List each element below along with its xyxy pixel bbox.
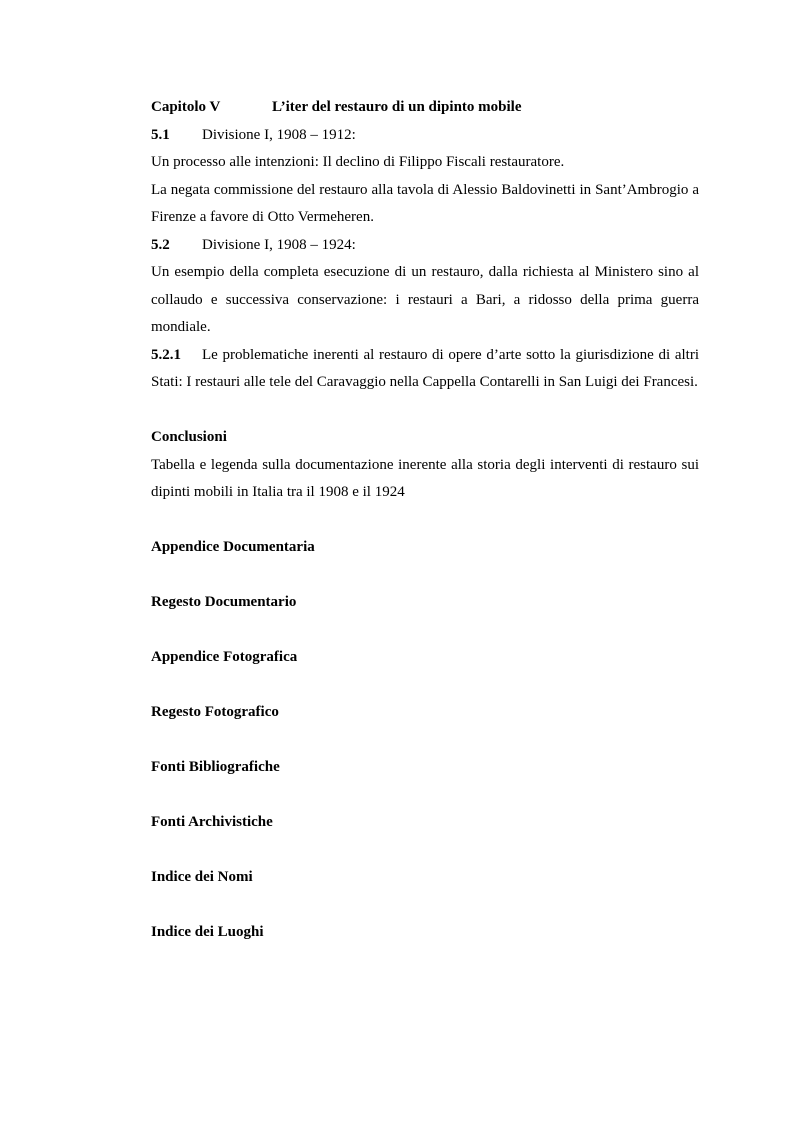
subsection-5-2-1 [151, 342, 699, 397]
spacer [151, 562, 699, 590]
chapter-number: Capitolo V [151, 99, 221, 115]
spacer [151, 672, 699, 700]
spacer [151, 727, 699, 755]
section-title: Divisione I, 1908 – 1924: [202, 236, 356, 253]
section-number: 5.2 [151, 236, 170, 253]
spacer [151, 397, 699, 425]
section-paragraph: Un processo alle intenzioni: Il declino di Filippo Fiscali restauratore. [151, 154, 565, 170]
appendix-item: Regesto Documentario [151, 594, 297, 610]
spacer [151, 782, 699, 810]
spacer [151, 892, 699, 920]
appendix-item: Indice dei Luoghi [151, 924, 264, 940]
section-number: 5.1 [151, 126, 170, 143]
section-heading-5-1 [151, 122, 699, 150]
section-title: Divisione I, 1908 – 1912: [202, 126, 356, 143]
table-of-contents-page [151, 94, 699, 947]
appendix-item: Fonti Archivistiche [151, 814, 273, 830]
appendix-item: Appendice Documentaria [151, 539, 315, 555]
appendix-item: Fonti Bibliografiche [151, 759, 280, 775]
subsection-text: Le problematiche inerenti al restauro di opere d’arte sotto la giurisdizione di altri Stati: I restauri alle tele del Caravaggio nella Cappella Contarelli in San Luigi dei Francesi. [151, 346, 699, 390]
chapter-heading [151, 94, 699, 122]
appendix-item: Indice dei Nomi [151, 869, 253, 885]
conclusions-text: Tabella e legenda sulla documentazione inerente alla storia degli interventi di restauro sui dipinti mobili in Italia tra il 1908 e il 1924 [151, 456, 699, 500]
spacer [151, 837, 699, 865]
appendix-item: Appendice Fotografica [151, 649, 298, 665]
subsection-number: 5.2.1 [151, 346, 181, 363]
conclusions-heading: Conclusioni [151, 429, 227, 445]
spacer [151, 507, 699, 535]
chapter-title: L’iter del restauro di un dipinto mobile [272, 99, 522, 115]
spacer [151, 617, 699, 645]
section-paragraph: La negata commissione del restauro alla tavola di Alessio Baldovinetti in Sant’Ambrogio a Firenze a favore di Otto Vermeheren. [151, 181, 699, 225]
appendix-item: Regesto Fotografico [151, 704, 279, 720]
section-paragraph: Un esempio della completa esecuzione di un restauro, dalla richiesta al Ministero sino al collaudo e successiva conservazione: i restauri a Bari, a ridosso della prima guerra mondiale. [151, 264, 699, 335]
section-heading-5-2 [151, 232, 699, 260]
